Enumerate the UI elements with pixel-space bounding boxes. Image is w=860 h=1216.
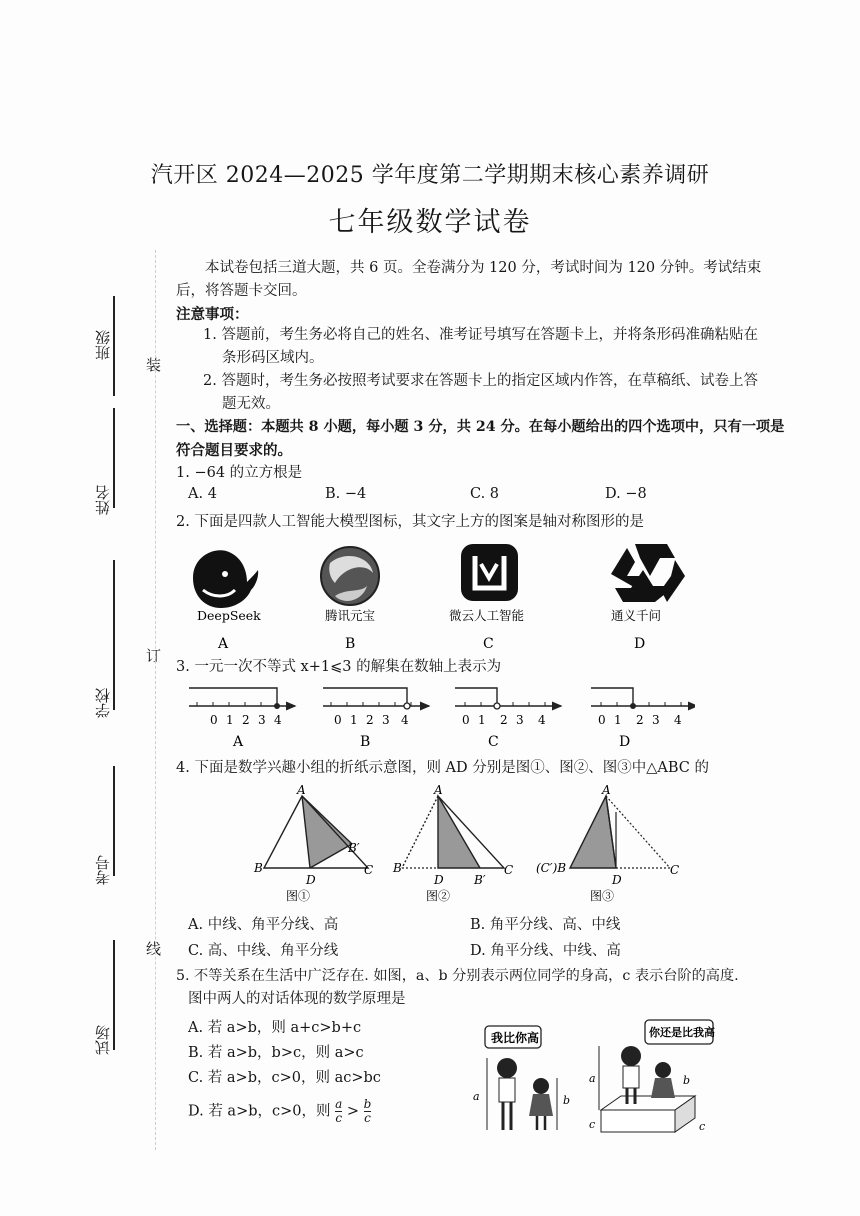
- q2-letter-a: A: [218, 636, 229, 652]
- notice1-a: 1. 答题前，考生务必将自己的姓名、准考证号填写在答题卡上，并将条形码准确粘贴在: [203, 327, 758, 343]
- intro-line1: 本试卷包括三道大题，共 6 页。全卷满分为 120 分，考试时间为 120 分钟。考试结束: [205, 260, 762, 276]
- pt: A: [434, 783, 443, 797]
- pt: C: [670, 863, 680, 877]
- den: c: [364, 1111, 371, 1125]
- q3-line-a: [189, 688, 295, 750]
- q1-option-b: B. −4: [325, 486, 367, 502]
- q3-letter-b: B: [360, 734, 371, 750]
- tick: 4: [274, 713, 282, 727]
- tick: 2: [366, 713, 374, 727]
- q4-fig3: [536, 783, 679, 903]
- tick: 1: [478, 713, 486, 727]
- q3-letter-c: C: [488, 734, 499, 750]
- tick: 2: [500, 713, 508, 727]
- var-a: a: [589, 1072, 596, 1085]
- fig-label: 图③: [590, 889, 615, 903]
- q1-stem: 1. −64 的立方根是: [176, 465, 303, 481]
- intro-line2: 后，将答题卡交回。: [176, 283, 307, 299]
- q4-stem: 4. 下面是数学兴趣小组的折纸示意图，则 AD 分别是图①、图②、图③中△ABC 的: [176, 760, 710, 776]
- seal-ding: 订: [146, 647, 162, 665]
- exam-subtitle: 七年级数学试卷: [328, 207, 532, 238]
- q3-line-c: [455, 688, 561, 750]
- notice-title: 注意事项：: [176, 306, 249, 323]
- sidebar-name-label: 姓名: [94, 485, 112, 515]
- q4-option-a: A. 中线、角平分线、高: [188, 917, 339, 933]
- seal-zhuang: 装: [146, 356, 162, 374]
- q3-letter-a: A: [233, 734, 244, 750]
- var-c: c: [589, 1118, 596, 1131]
- q5-option-c: C. 若 a>b，c>0，则 ac>bc: [188, 1070, 381, 1086]
- q3-line-b: [323, 688, 429, 750]
- q3-number-lines: [185, 680, 695, 752]
- q1-option-d: D. −8: [605, 486, 647, 502]
- boy-figure-right: [621, 1046, 641, 1104]
- var-b: b: [563, 1094, 571, 1107]
- tick: 0: [210, 713, 218, 727]
- girl-figure-left: [529, 1078, 553, 1130]
- sidebar-exam-no-line: [113, 766, 115, 876]
- sidebar-class-line: [113, 296, 115, 396]
- sidebar-exam-no-label: 考号: [94, 855, 112, 885]
- tick: 1: [614, 713, 622, 727]
- sidebar-school-label: 学校: [94, 688, 112, 718]
- section1-line2: 符合题目要求的。: [176, 442, 292, 459]
- tick: 3: [652, 713, 660, 727]
- gt: >: [346, 1103, 360, 1120]
- q2-letter-b: B: [345, 636, 356, 652]
- q1-option-a: A. 4: [188, 486, 217, 502]
- q2-icons: [185, 538, 695, 658]
- q4-option-b: B. 角平分线、高、中线: [470, 917, 621, 933]
- exam-title: 汽开区 2024—2025 学年度第二学期期末核心素养调研: [150, 163, 710, 188]
- pt: D: [612, 873, 622, 887]
- q5-option-a: A. 若 a>b，则 a+c>b+c: [188, 1020, 362, 1036]
- q5-stem1: 5. 不等关系在生活中广泛存在. 如图，a、b 分别表示两位同学的身高，c 表示台阶的高度.: [176, 968, 739, 984]
- q5-option-b: B. 若 a>b，b>c，则 a>c: [188, 1045, 364, 1061]
- tick: 0: [334, 713, 342, 727]
- den: c: [335, 1111, 343, 1125]
- tick: 3: [516, 713, 524, 727]
- fraction-b-c: [364, 1098, 372, 1125]
- pt: A: [602, 783, 611, 797]
- pt: C: [504, 863, 514, 877]
- notice2-a: 2. 答题时，考生务必按照考试要求在答题卡上的指定区域内作答，在草稿纸、试卷上答: [203, 373, 758, 389]
- q4-fig1: [253, 783, 373, 903]
- q3-line-d: [591, 688, 695, 750]
- q2-label-b: 腾讯元宝: [325, 608, 376, 623]
- num: b: [363, 1097, 372, 1111]
- sidebar-school-line: [113, 560, 115, 710]
- q4-option-d: D. 角平分线、中线、高: [470, 943, 621, 959]
- fig-label: 图①: [286, 889, 311, 903]
- var-b: b: [683, 1074, 691, 1087]
- tick: 0: [598, 713, 606, 727]
- tick: 4: [538, 713, 546, 727]
- q2-label-d: 通义千问: [611, 608, 662, 623]
- section1-line1: 一、选择题：本题共 8 小题，每小题 3 分，共 24 分。在每小题给出的四个选项中，只有一项是: [176, 419, 785, 435]
- sidebar-class-label: 班级: [94, 330, 112, 360]
- tick: 3: [258, 713, 266, 727]
- q2-letter-c: C: [483, 636, 494, 652]
- tick: 0: [462, 713, 470, 727]
- deepseek-icon: [193, 550, 258, 608]
- sidebar-room-line: [113, 940, 115, 1050]
- q4-figures: [250, 782, 690, 907]
- pt: D: [306, 873, 316, 887]
- num: a: [335, 1097, 343, 1111]
- pt: B′: [474, 873, 486, 887]
- q4-fig2: [392, 783, 513, 903]
- binding-fold-line: [155, 250, 156, 1150]
- sidebar-room-label: 试场: [94, 1025, 112, 1055]
- q2-label-a: DeepSeek: [197, 608, 261, 623]
- fraction-a-c: [335, 1098, 342, 1125]
- q5-illustration: [465, 1012, 715, 1142]
- tick: 1: [226, 713, 234, 727]
- q3-letter-d: D: [619, 734, 631, 750]
- seal-xian: 线: [146, 940, 162, 958]
- tick: 3: [382, 713, 390, 727]
- q5-option-d-text: D. 若 a>b，c>0，则: [188, 1103, 331, 1120]
- pt: C: [364, 863, 374, 877]
- q2-letter-d: D: [634, 636, 646, 652]
- q5-option-d: [188, 1098, 371, 1125]
- q3-stem: 3. 一元一次不等式 x+1⩽3 的解集在数轴上表示为: [176, 659, 502, 675]
- boy-figure-left: [497, 1058, 517, 1130]
- q1-option-c: C. 8: [470, 486, 500, 502]
- pt: B: [254, 861, 263, 875]
- bubble1-text: 我比你高: [491, 1031, 540, 1045]
- q5-stem2: 图中两人的对话体现的数学原理是: [188, 991, 406, 1007]
- tick: 2: [242, 713, 250, 727]
- tick: 2: [636, 713, 644, 727]
- bubble2-text: 你还是比我高: [649, 1026, 715, 1039]
- girl-figure-right: [651, 1062, 675, 1098]
- sidebar-name-line: [113, 408, 115, 508]
- tongyi-icon: [611, 544, 685, 602]
- notice1-b: 条形码区域内。: [222, 350, 324, 366]
- tick: 4: [674, 713, 682, 727]
- notice2-b: 题无效。: [222, 396, 280, 412]
- q2-label-c: 微云人工智能: [449, 608, 525, 623]
- q4-option-c: C. 高、中线、角平分线: [188, 943, 339, 959]
- var-a: a: [473, 1090, 480, 1103]
- pt: (C′)B: [536, 861, 567, 875]
- q2-stem: 2. 下面是四款人工智能大模型图标，其文字上方的图案是轴对称图形的是: [176, 514, 644, 530]
- weiyun-icon: [461, 544, 518, 601]
- pt: B′: [348, 841, 360, 855]
- tick: 4: [401, 713, 409, 727]
- pt: D: [434, 873, 444, 887]
- var-c: c: [699, 1120, 706, 1133]
- pt: B: [393, 861, 402, 875]
- fig-label: 图②: [426, 889, 451, 903]
- pt: A: [297, 783, 306, 797]
- yuanbao-icon: [321, 547, 379, 605]
- tick: 1: [350, 713, 358, 727]
